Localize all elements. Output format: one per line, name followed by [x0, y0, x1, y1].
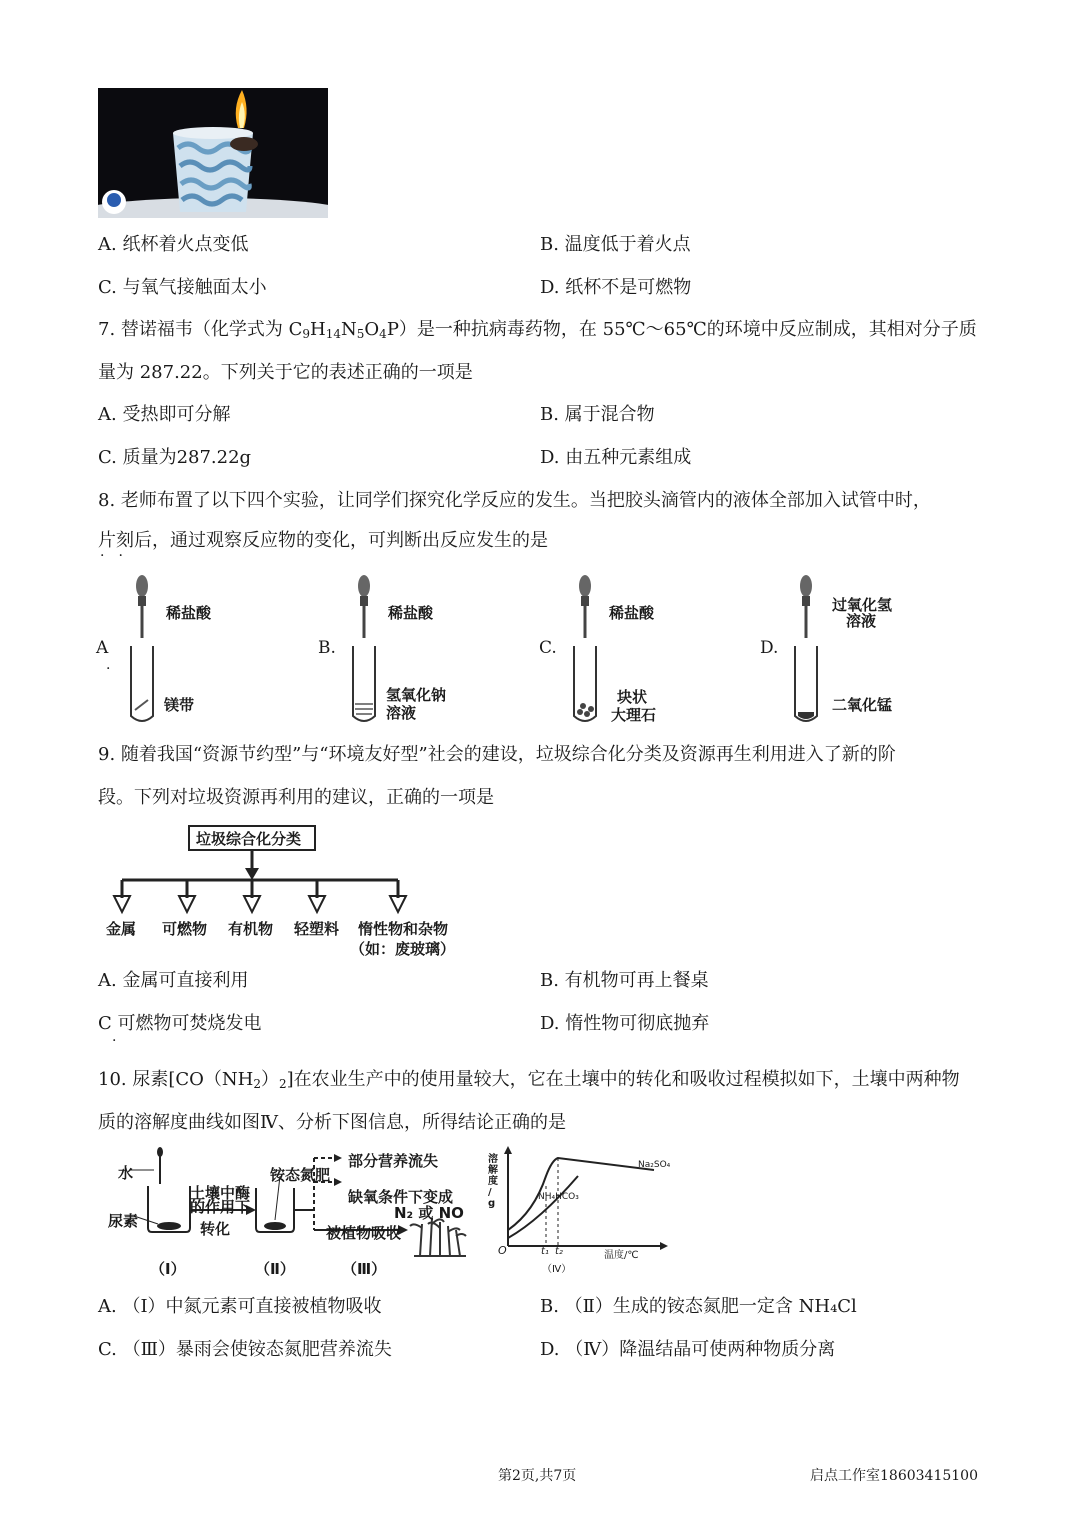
tag-i: （Ⅰ）: [150, 1260, 186, 1278]
q10-option-a: A. （Ⅰ）中氮元素可直接被植物吸收: [98, 1296, 382, 1317]
q10-stem-line2: 质的溶解度曲线如图Ⅳ、分析下图信息，所得结论正确的是: [98, 1112, 566, 1133]
label-enzyme-1: 土壤中酶: [190, 1184, 251, 1202]
tag-ii: （Ⅱ）: [255, 1260, 295, 1278]
q10-stem-line1: 10. 尿素$[CO(NH_2)_2]$在农业生产中的使用量较大，它在土壤中的转化和吸收过程模拟如下，土壤中两种物: [98, 1069, 960, 1091]
q9-stem-line2: 段。下列对垃圾资源再利用的建议，正确的一项是: [98, 787, 494, 808]
q10-option-b: B. （Ⅱ）生成的铵态氮肥一定含 NH₄Cl: [540, 1296, 857, 1317]
q6-option-b: B. 温度低于着火点: [540, 234, 691, 255]
experiment-a: A · 稀盐酸 镁带: [96, 572, 316, 732]
experiment-c-tube-label-2: 大理石: [611, 706, 657, 724]
leaf-light-plastic: 轻塑料: [294, 920, 340, 938]
q7-option-c: C. 质量为287.22g: [98, 447, 252, 468]
label-loss: 部分营养流失: [348, 1152, 439, 1170]
q9-option-d: D. 惰性物可彻底抛弃: [540, 1013, 710, 1034]
experiment-d-tube-label: 二氧化锰: [832, 696, 893, 714]
label-gases: N₂ 或 NO: [394, 1204, 464, 1222]
q9-option-a: A. 金属可直接利用: [98, 970, 249, 991]
label-anoxic: 缺氧条件下变成: [348, 1188, 454, 1206]
emphasis-dots: ··: [100, 548, 137, 564]
experiment-b-letter: B.: [318, 638, 336, 658]
label-urea: 尿素: [108, 1212, 139, 1230]
solubility-graph: [486, 1146, 676, 1276]
experiment-b: [318, 572, 538, 732]
experiment-c-tube-label-1: 块状: [617, 688, 648, 706]
q7-option-a: A. 受热即可分解: [98, 404, 231, 425]
experiment-b-dropper-label: 稀盐酸: [388, 604, 434, 622]
graph-origin: O: [498, 1244, 507, 1257]
experiment-a-dropper-label: 稀盐酸: [166, 604, 212, 622]
experiment-d-dropper-label-2: 溶液: [846, 612, 877, 630]
leaf-inert: 惰性物和杂物: [358, 920, 449, 938]
paper-cup-flame-photo: [98, 88, 328, 218]
graph-series1-label: Na₂SO₄: [638, 1160, 671, 1170]
label-enzyme-2: 的作用下: [190, 1198, 251, 1216]
experiment-b-tube-label-1: 氢氧化钠: [386, 686, 447, 704]
graph-t1: t₁: [541, 1246, 549, 1257]
q6-option-a: A. 纸杯着火点变低: [98, 234, 249, 255]
leaf-metal: 金属: [106, 920, 137, 938]
q10-option-c: C. （Ⅲ）暴雨会使铵态氮肥营养流失: [98, 1339, 392, 1360]
q10-option-d: D. （Ⅳ）降温结晶可使两种物质分离: [540, 1339, 836, 1360]
urea-process-diagram: [100, 1146, 480, 1276]
graph-t2: t₂: [555, 1246, 563, 1257]
label-convert: 转化: [200, 1220, 231, 1238]
diagram-root: 垃圾综合化分类: [196, 830, 302, 848]
label-absorbed: 被植物吸收: [326, 1224, 402, 1242]
q7-stem-line2: 量为 287.22。下列关于它的表述正确的一项是: [98, 362, 473, 383]
experiment-d-letter: D.: [760, 638, 779, 658]
q8-stem-line1: 8. 老师布置了以下四个实验，让同学们探究化学反应的发生。当把胶头滴管内的液体全部加入试管中时，: [98, 490, 931, 511]
graph-tag: （Ⅳ）: [542, 1264, 572, 1275]
q9-option-b: B. 有机物可再上餐桌: [540, 970, 709, 991]
q9-option-c: C 可燃物可焚烧发电: [98, 1013, 262, 1034]
page-number: 第2页,共7页: [498, 1468, 577, 1484]
graph-xlabel: 温度/℃: [604, 1250, 639, 1261]
tag-iii: （Ⅲ）: [342, 1260, 387, 1278]
q7-option-b: B. 属于混合物: [540, 404, 655, 425]
q6-option-c: C. 与氧气接触面太小: [98, 277, 267, 298]
experiment-c-letter: C.: [539, 638, 557, 658]
experiment-a-tube-label: 镁带: [164, 696, 195, 714]
garbage-classification-diagram: [100, 822, 480, 962]
q7-stem-line1: 7. 替诺福韦（化学式为 $C_9H_{14}N_5O_4P$）是一种抗病毒药物，在 55℃～65℃的环境中反应制成，其相对分子质: [98, 319, 977, 341]
leaf-organic: 有机物: [228, 920, 274, 938]
leaf-inert-note: （如：废玻璃）: [350, 940, 456, 958]
experiment-d-dropper-label-1: 过氧化氢: [832, 596, 893, 614]
label-ammonium: 铵态氮肥: [270, 1166, 331, 1184]
graph-ylabel: 溶 解 度 / g: [488, 1154, 498, 1209]
experiment-d: [760, 572, 980, 732]
experiment-a-letter: A: [96, 638, 109, 658]
experiment-c: [539, 572, 759, 732]
label-water: 水: [118, 1164, 134, 1182]
graph-series2-label: NH₄HCO₃: [538, 1192, 579, 1202]
q9-stem-line1: 9. 随着我国“资源节约型”与“环境友好型”社会的建设，垃圾综合化分类及资源再生利用进入了新的阶: [98, 744, 896, 765]
q8-stem-line2: 片刻后，通过观察反应物的变化，可判断出反应发生的是: [98, 530, 548, 551]
experiment-b-tube-label-2: 溶液: [386, 704, 417, 722]
q7-option-d: D. 由五种元素组成: [540, 447, 692, 468]
leaf-combustible: 可燃物: [162, 920, 208, 938]
q6-option-d: D. 纸杯不是可燃物: [540, 277, 692, 298]
studio-contact: 启点工作室18603415100: [810, 1468, 978, 1484]
experiment-c-dropper-label: 稀盐酸: [609, 604, 655, 622]
